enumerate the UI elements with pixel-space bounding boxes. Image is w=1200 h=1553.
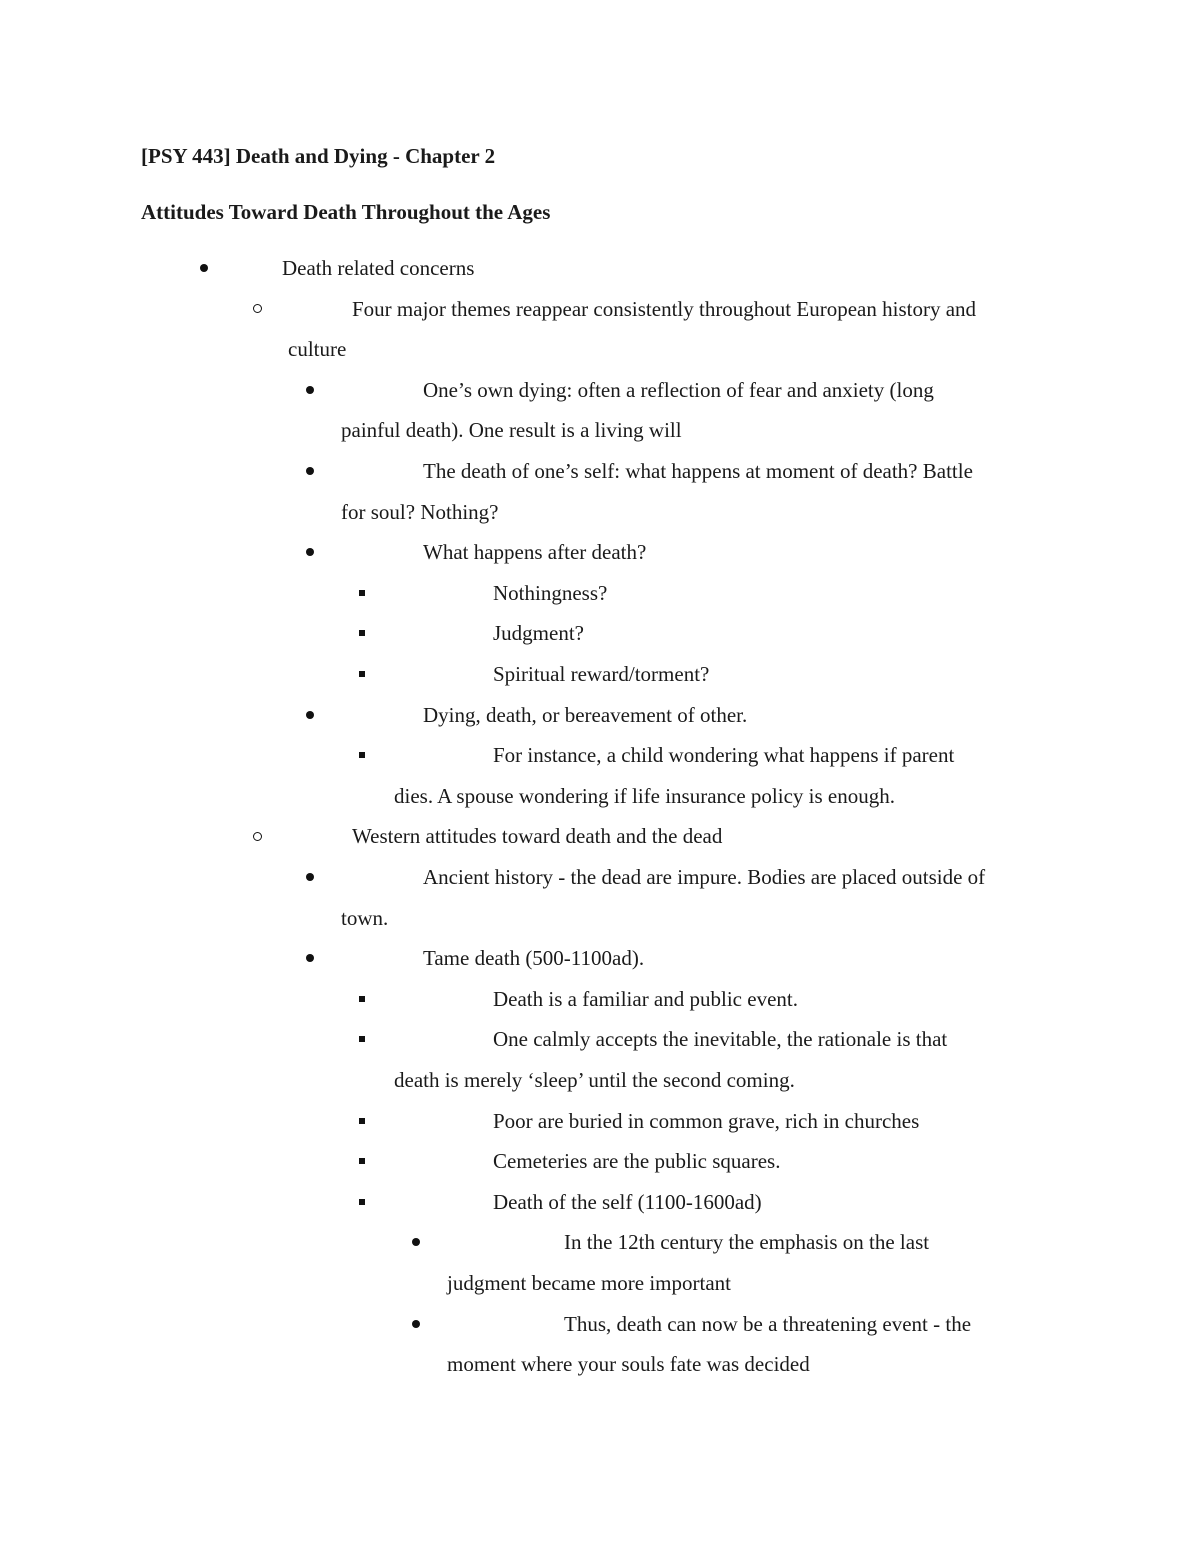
- document-subtitle: Attitudes Toward Death Throughout the Ages: [141, 200, 551, 224]
- list-item-text: Western attitudes toward death and the dead: [352, 824, 723, 849]
- bullet-square-icon: [359, 1118, 365, 1124]
- bullet-square-icon: [359, 590, 365, 596]
- document-title: [PSY 443] Death and Dying - Chapter 2: [141, 144, 496, 168]
- bullet-square-icon: [359, 1036, 365, 1042]
- list-item-text: Thus, death can now be a threatening event - the: [564, 1311, 972, 1336]
- list-item-text: Cemeteries are the public squares.: [493, 1149, 781, 1174]
- bullet-dot-icon: [306, 386, 314, 394]
- bullet-square-icon: [359, 996, 365, 1002]
- list-item-text: Death of the self (1100-1600ad): [493, 1189, 762, 1214]
- list-item-text: Four major themes reappear consistently throughout European history and: [352, 296, 977, 321]
- bullet-circle-icon: [253, 832, 262, 841]
- bullet-dot-icon: [306, 467, 314, 475]
- list-item-text: One’s own dying: often a reflection of fear and anxiety (long: [423, 377, 934, 402]
- list-item-text: Ancient history - the dead are impure. Bodies are placed outside of: [423, 865, 986, 889]
- list-item-text-continued: culture: [288, 337, 347, 362]
- bullet-square-icon: [359, 671, 365, 677]
- list-item-text: Death related concerns: [282, 256, 475, 280]
- bullet-square-icon: [359, 1199, 365, 1205]
- list-item-text: Poor are buried in common grave, rich in churches: [493, 1108, 920, 1133]
- list-item-text: Nothingness?: [493, 580, 608, 605]
- bullet-dot-icon: [200, 264, 208, 272]
- bullet-dot-icon: [306, 548, 314, 556]
- bullet-square-icon: [359, 1158, 365, 1164]
- list-item-text: The death of one’s self: what happens at moment of death? Battle: [423, 459, 973, 483]
- bullet-dot-icon: [306, 954, 314, 962]
- list-item-text: Spiritual reward/torment?: [493, 662, 710, 686]
- list-item-text-continued: for soul? Nothing?: [341, 499, 499, 524]
- list-item-text-continued: moment where your souls fate was decided: [447, 1352, 810, 1377]
- list-item-text: Dying, death, or bereavement of other.: [423, 702, 748, 727]
- bullet-dot-icon: [412, 1320, 420, 1328]
- bullet-circle-icon: [253, 304, 262, 313]
- list-item-text: One calmly accepts the inevitable, the rationale is that: [493, 1027, 948, 1052]
- list-item-text-continued: dies. A spouse wondering if life insurance policy is enough.: [394, 783, 895, 808]
- bullet-dot-icon: [306, 711, 314, 719]
- bullet-square-icon: [359, 752, 365, 758]
- list-item-text-continued: painful death). One result is a living will: [341, 418, 682, 443]
- list-item-text: Death is a familiar and public event.: [493, 986, 798, 1011]
- list-item-text: Tame death (500-1100ad).: [423, 946, 645, 971]
- list-item-text: Judgment?: [493, 621, 584, 646]
- list-item-text-continued: death is merely ‘sleep’ until the second coming.: [394, 1067, 795, 1092]
- bullet-dot-icon: [306, 873, 314, 881]
- list-item-text-continued: judgment became more important: [447, 1270, 731, 1295]
- list-item-text: For instance, a child wondering what happens if parent: [493, 743, 955, 768]
- bullet-square-icon: [359, 630, 365, 636]
- list-item-text: What happens after death?: [423, 540, 647, 565]
- list-item-text-continued: town.: [341, 905, 389, 930]
- list-item-text: In the 12th century the emphasis on the last: [564, 1230, 930, 1255]
- bullet-dot-icon: [412, 1238, 420, 1246]
